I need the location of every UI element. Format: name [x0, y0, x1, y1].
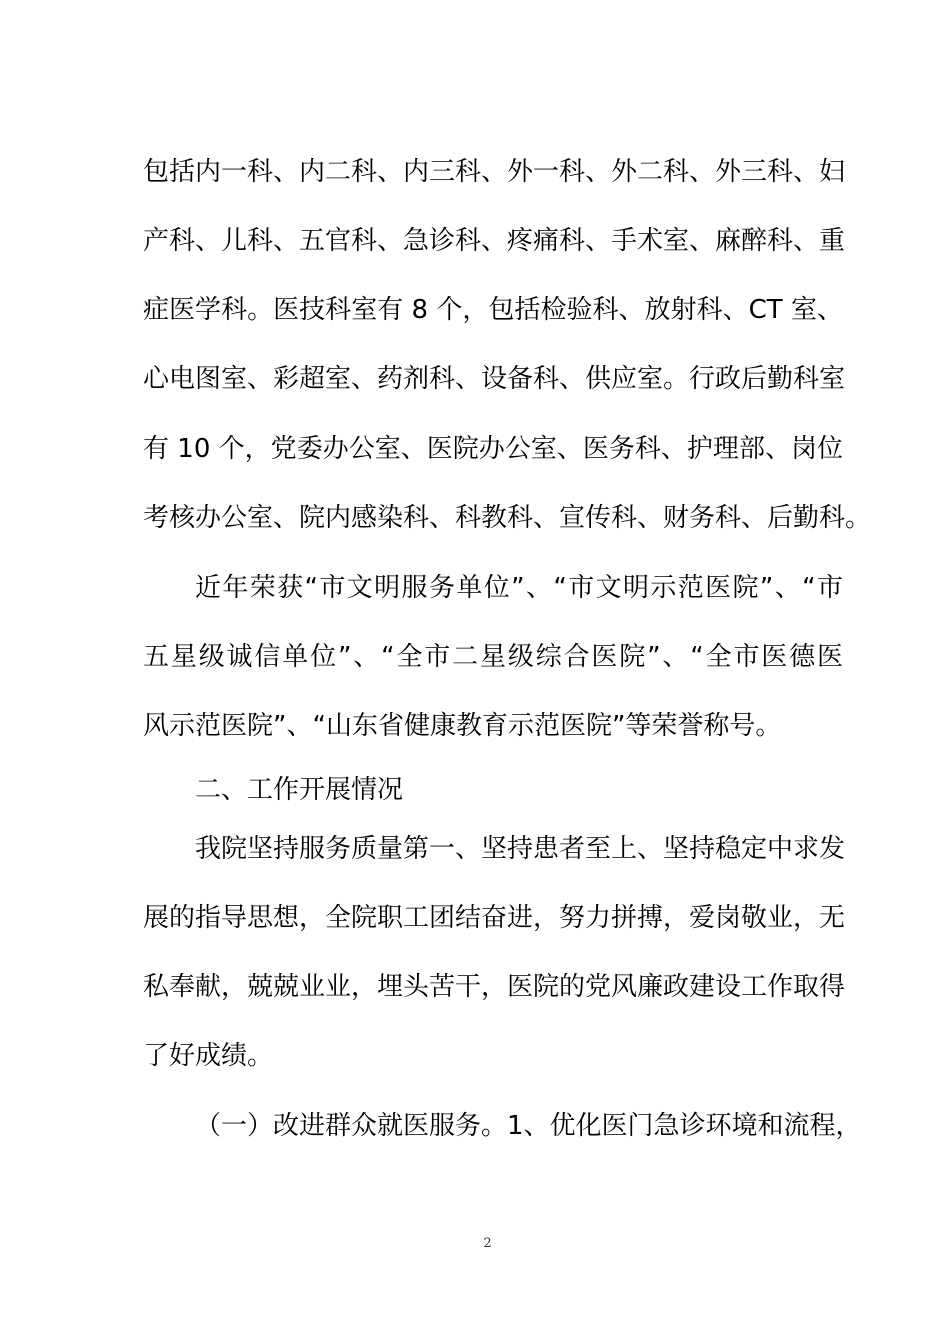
- text-line: 症医学科。医技科室有 8 个，包括检验科、放射科、CT 室、: [143, 295, 843, 325]
- text-line: 展的指导思想，全院职工团结奋进，努力拼搏，爱岗敬业，无: [143, 903, 846, 933]
- text-line: 考核办公室、院内感染科、科教科、宣传科、财务科、后勤科。: [143, 503, 872, 533]
- text-line: 有 10 个，党委办公室、医院办公室、医务科、护理部、岗位: [143, 434, 843, 464]
- text-line: 近年荣获“市文明服务单位”、“市文明示范医院”、“市: [195, 573, 843, 603]
- text-line: 五星级诚信单位”、“全市二星级综合医院”、“全市医德医: [143, 642, 843, 672]
- text-line: （一）改进群众就医服务。1、优化医门急诊环境和流程，: [195, 1111, 862, 1141]
- section-heading: 二、工作开展情况: [195, 775, 404, 805]
- text-line: 包括内一科、内二科、内三科、外一科、外二科、外三科、妇: [143, 157, 846, 187]
- text-line: 私奉献，兢兢业业，埋头苦干，医院的党风廉政建设工作取得: [143, 972, 846, 1002]
- text-line: 产科、儿科、五官科、急诊科、疼痛科、手术室、麻醉科、重: [143, 226, 846, 256]
- text-line: 风示范医院”、“山东省健康教育示范医院”等荣誉称号。: [143, 711, 782, 741]
- page-number: 2: [483, 1236, 492, 1251]
- text-line: 心电图室、彩超室、药剂科、设备科、供应室。行政后勤科室: [143, 364, 846, 394]
- text-line: 我院坚持服务质量第一、坚持患者至上、坚持稳定中求发: [195, 834, 846, 864]
- text-line: 了好成绩。: [143, 1041, 274, 1071]
